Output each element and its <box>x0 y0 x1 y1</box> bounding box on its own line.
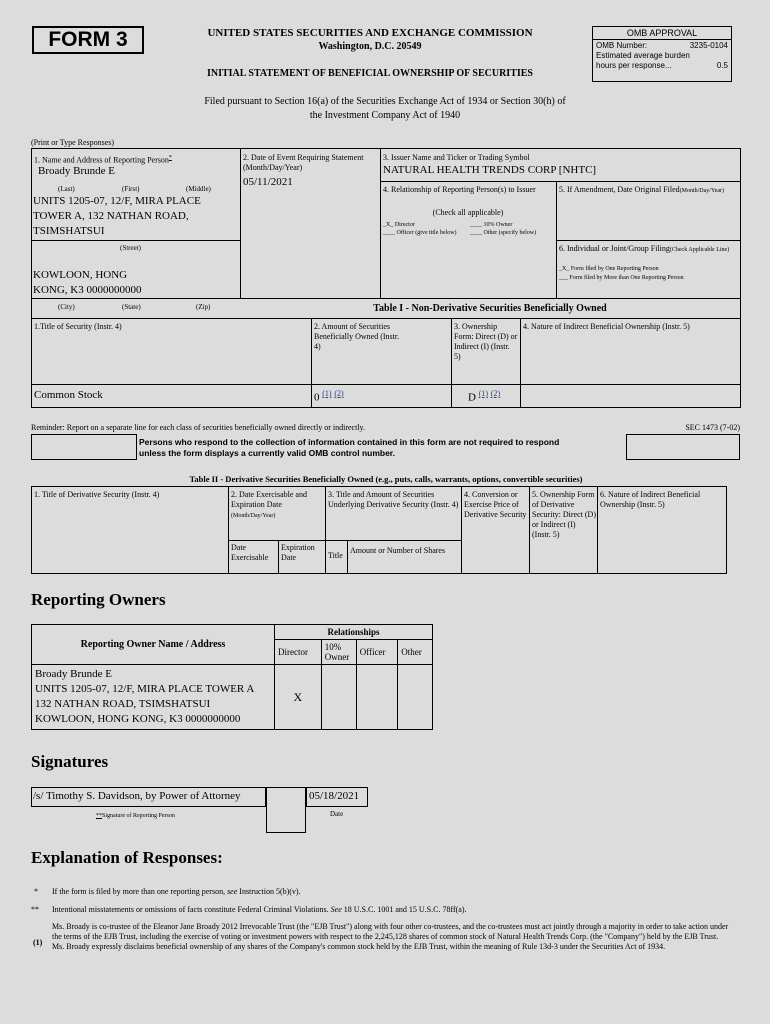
explanation-fn1: Ms. Broady is co-trustee of the Eleanor Jane Broady 2012 Irrevocable Trust (the "EJB Trust") along with four other co-trustees, and the co-trustees must act jointly through a majority in order to take action under the terms of the EJB Trust, including the exercise of voting or investment powers with respect to the 2,245,128 shares of common stock of Natural Health Trends Corp. (the "Company") held by the EJB Trust. Ms. Broady expressly disclaims beneficial ownership of any shares of the Company's common stock held by the EJB Trust, within the meaning of Rule 13d-3 under the Securities Act of 1934. <box>52 922 729 951</box>
footnote-link-1[interactable]: (1) <box>322 389 332 398</box>
reporting-owners-heading: Reporting Owners <box>31 590 166 609</box>
box1-label: 1. Name and Address of Reporting Person* <box>34 155 172 165</box>
reminder-text: Reminder: Report on a separate line for each class of securities beneficially owned directly or indirectly. <box>31 423 366 432</box>
owner10-option: ____ 10% Owner <box>470 222 513 228</box>
table2-title: Table II - Derivative Securities Beneficially Owned (e.g., puts, calls, warrants, options, convertible securities) <box>189 474 583 484</box>
box6-label: 6. Individual or Joint/Group Filing(Check Applicable Line) <box>559 244 730 253</box>
table2-col2-sub: (Month/Day/Year) <box>231 513 276 519</box>
explanation-star1: If the form is filed by more than one reporting person, see Instruction 5(b)(v). <box>52 887 301 896</box>
relationships-header: Relationships <box>275 625 433 640</box>
table1-col2: 2. Amount of Securities Beneficially Owned (Instr. 4) <box>314 322 400 351</box>
notice-box-left <box>31 434 137 460</box>
other-header: Other <box>398 640 433 665</box>
signature-label: **Signature of Reporting Person <box>96 813 175 819</box>
table2-col4: 4. Conversion or Exercise Price of Derivative Security <box>464 490 527 519</box>
explanation-heading: Explanation of Responses: <box>31 848 223 867</box>
table2-col3b: Amount or Number of Shares <box>350 546 446 555</box>
box6-option1: _X_ Form filed by One Reporting Person <box>559 266 659 272</box>
date-label: Date <box>330 810 344 818</box>
explanation-star1-mark: * <box>34 887 38 896</box>
event-date: 05/11/2021 <box>243 176 293 188</box>
agency-name: UNITED STATES SECURITIES AND EXCHANGE COMMISSION <box>207 27 533 39</box>
omb-number-label: OMB Number: <box>596 41 648 50</box>
form-title: INITIAL STATEMENT OF BENEFICIAL OWNERSHIP OF SECURITIES <box>206 68 533 79</box>
footnote-link-1b[interactable]: (1) <box>478 389 489 398</box>
table1-row-amount: 0 $^{(1)}$ $^{(2)}$ <box>314 389 344 404</box>
omb-notice-line1: Persons who respond to the collection of information contained in this form are not required to respond <box>139 437 560 447</box>
zip-label: (Zip) <box>196 303 211 311</box>
officer-header: Officer <box>356 640 397 665</box>
table1-col3: 3. Ownership Form: Direct (D) or Indirect (I) (Instr. 5) <box>454 322 518 361</box>
signature-value: /s/ Timothy S. Davidson, by Power of Attorney <box>33 790 241 802</box>
director-header: Director <box>275 640 322 665</box>
table2-col3a: Title <box>328 551 343 560</box>
table1-row-title: Common Stock <box>34 389 103 401</box>
form-label: FORM 3 <box>48 28 128 51</box>
footnote-link-2[interactable]: (2) <box>334 389 344 398</box>
signature-date: 05/18/2021 <box>309 790 360 802</box>
omb-burden-value: 0.5 <box>716 61 728 70</box>
officer-option: ____ Officer (give title below) <box>383 230 457 236</box>
filed-pursuant-line1: Filed pursuant to Section 16(a) of the Securities Exchange Act of 1934 or Section 30(h) of <box>204 96 566 107</box>
middle-label: (Middle) <box>186 185 211 193</box>
table2-col2b: Expiration Date <box>281 543 315 562</box>
omb-burden-line2: hours per response... <box>596 61 672 70</box>
table2-col3: 3. Title and Amount of Securities Underlying Derivative Security (Instr. 4) <box>328 490 459 509</box>
reporting-person-name: Broady Brunde E <box>38 165 115 177</box>
table1-row-form: D $^{(1)}$ $^{(2)}$ <box>468 389 501 404</box>
omb-approval-box <box>592 26 732 82</box>
state-label: (State) <box>122 303 141 311</box>
sec-code: SEC 1473 (7-02) <box>685 423 740 432</box>
form-label-box <box>32 26 144 54</box>
notice-box-right <box>626 434 740 460</box>
first-label: (First) <box>122 185 140 193</box>
table1-title: Table I - Non-Derivative Securities Beneficially Owned <box>373 303 607 314</box>
omb-title: OMB APPROVAL <box>593 27 731 40</box>
box5-label: 5. If Amendment, Date Original Filed(Month/Day/Year) <box>559 185 725 194</box>
agency-location: Washington, D.C. 20549 <box>318 41 422 52</box>
table-row <box>32 665 433 730</box>
box3-label: 3. Issuer Name and Ticker or Trading Symbol <box>383 153 530 162</box>
city-label: (City) <box>58 303 75 311</box>
reporting-city-line2: KONG, K3 0000000000 <box>33 284 142 296</box>
box2-label: 2. Date of Event Requiring Statement (Month/Day/Year) <box>243 153 364 172</box>
issuer-name: NATURAL HEALTH TRENDS CORP [NHTC] <box>383 164 597 176</box>
check-applicable: (Check all applicable) <box>432 208 504 217</box>
director-mark: X <box>275 665 322 730</box>
reporting-address-line1: UNITS 1205-07, 12/F, MIRA PLACE <box>33 195 201 207</box>
other-option: ____ Other (specify below) <box>470 230 537 236</box>
last-label: (Last) <box>58 185 75 193</box>
table2-col6: 6. Nature of Indirect Beneficial Ownership (Instr. 5) <box>600 490 701 509</box>
explanation-star2: Intentional misstatements or omissions of facts constitute Federal Criminal Violations. See 18 U.S.C. 1001 and 15 U.S.C. 78ff(a). <box>52 905 467 914</box>
owner10-header: 10% Owner <box>321 640 356 665</box>
owner-name-header: Reporting Owner Name / Address <box>32 625 275 665</box>
omb-burden-line1: Estimated average burden <box>596 51 690 60</box>
filed-pursuant-line2: the Investment Company Act of 1940 <box>309 110 461 121</box>
table2-col2a: Date Exercisable <box>231 543 269 562</box>
owner-name-cell: Broady Brunde E UNITS 1205-07, 12/F, MIRA PLACE TOWER A 132 NATHAN ROAD, TSIMSHATSUI KOWLOON, HONG KONG, K3 0000000000 <box>32 665 275 730</box>
omb-notice-line2: unless the form displays a currently valid OMB control number. <box>139 448 396 458</box>
table2-col2: 2. Date Exercisable and Expiration Date <box>231 490 307 509</box>
table1-col1: 1.Title of Security (Instr. 4) <box>34 322 122 331</box>
omb-number: 3235-0104 <box>689 41 728 50</box>
table2-col5: 5. Ownership Form of Derivative Security: Direct (D) or Indirect (I) (Instr. 5) <box>532 490 596 539</box>
print-type-note: (Print or Type Responses) <box>31 138 115 147</box>
table2-col1: 1. Title of Derivative Security (Instr. 4) <box>34 490 160 499</box>
reporting-address-line2: TOWER A, 132 NATHAN ROAD, <box>33 210 189 222</box>
table1-col4: 4. Nature of Indirect Beneficial Ownership (Instr. 5) <box>523 322 690 331</box>
reporting-address-line3: TSIMSHATSUI <box>33 225 105 237</box>
box4-label: 4. Relationship of Reporting Person(s) to Issuer <box>383 185 536 194</box>
reporting-owners-table <box>31 624 433 730</box>
explanation-fn1-mark: (1) <box>33 938 43 947</box>
street-label: (Street) <box>120 244 141 252</box>
explanation-star2-mark: ** <box>31 905 39 914</box>
signature-spacer <box>266 787 306 833</box>
box6-option2: ___ Form filed by More than One Reporting Person <box>559 275 684 281</box>
reporting-city-line1: KOWLOON, HONG <box>33 269 128 281</box>
signatures-heading: Signatures <box>31 752 109 771</box>
footnote-link-2b[interactable]: (2) <box>490 389 501 398</box>
director-option: _X_ Director <box>383 222 415 228</box>
